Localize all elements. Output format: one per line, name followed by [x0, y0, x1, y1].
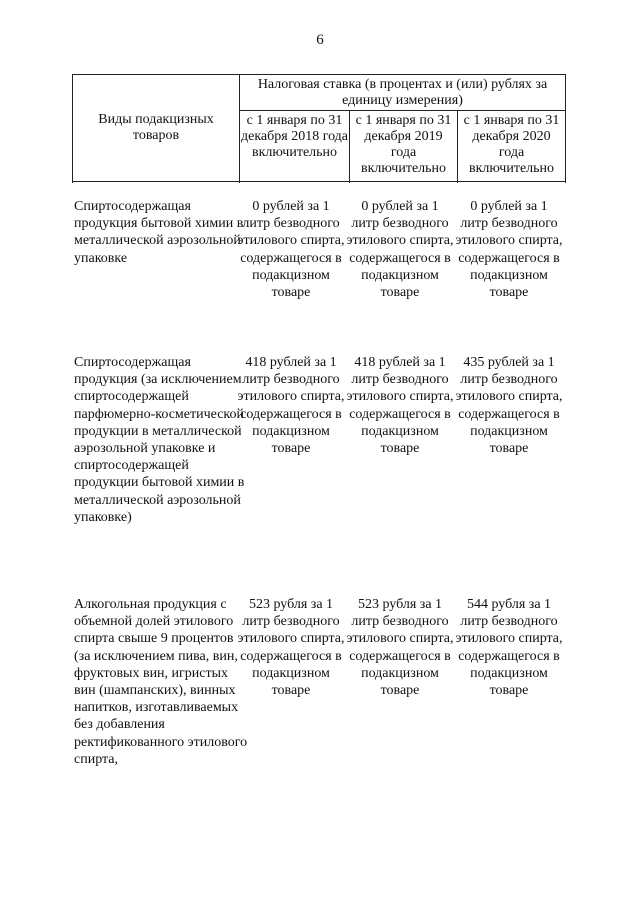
row-1-rate-2020: 0 рублей за 1 литр безводного этилового спирта, содержащегося в подакцизном товаре: [455, 199, 563, 301]
header-period-2019: с 1 января по 31 декабря 2019 года включительно: [355, 113, 452, 176]
row-3-rate-2018: 523 рубля за 1 литр безводного этилового спирта, содержащегося в подакцизном товаре: [237, 597, 345, 699]
row-2-rate-2019: 418 рублей за 1 литр безводного этилового спирта, содержащегося в подакцизном товаре: [346, 355, 454, 457]
header-border-right: [565, 75, 566, 183]
header-period-2018: с 1 января по 31 декабря 2018 года включительно: [240, 113, 349, 160]
header-border-left: [72, 75, 73, 183]
row-2-rate-2020: 435 рублей за 1 литр безводного этилового спирта, содержащегося в подакцизном товаре: [455, 355, 563, 457]
row-2-rate-2018: 418 рублей за 1 литр безводного этилового спирта, содержащегося в подакцизном товаре: [237, 355, 345, 457]
row-1-rate-2018: 0 рублей за 1 литр безводного этилового спирта, содержащегося в подакцизном товаре: [237, 199, 345, 301]
header-divider-horizontal: [239, 110, 566, 111]
row-3-rate-2020: 544 рубля за 1 литр безводного этилового спирта, содержащегося в подакцизном товаре: [455, 597, 563, 699]
row-3-product: Алкогольная продукция с объемной долей этилового спирта свыше 9 процентов (за исключением пива, вин, фруктовых вин, игристых вин (шампанских), винных напитков, изготавливаемых без добавления ректификованного этилового спирта,: [74, 597, 248, 767]
header-product-type: Виды подакцизных товаров: [98, 112, 214, 143]
row-3-rate-2019: 523 рубля за 1 литр безводного этилового спирта, содержащегося в подакцизном товаре: [346, 597, 454, 699]
row-2-product: Спиртосодержащая продукция (за исключением спиртосодержащей парфюмерно-косметической продукции в металлической аэрозольной упаковке и спиртосодержащей продукции бытовой химии в металлической аэрозольной упаковке): [74, 355, 245, 525]
row-1-product: Спиртосодержащая продукция бытовой химии в металлической аэрозольной упаковке: [74, 199, 244, 266]
header-tax-rate: Налоговая ставка (в процентах и (или) рублях за единицу измерения): [257, 77, 548, 108]
row-1-rate-2019: 0 рублей за 1 литр безводного этилового спирта, содержащегося в подакцизном товаре: [346, 199, 454, 301]
table-header: [72, 74, 566, 182]
page-number: 6: [316, 32, 324, 48]
header-period-2020: с 1 января по 31 декабря 2020 года включительно: [463, 113, 560, 176]
